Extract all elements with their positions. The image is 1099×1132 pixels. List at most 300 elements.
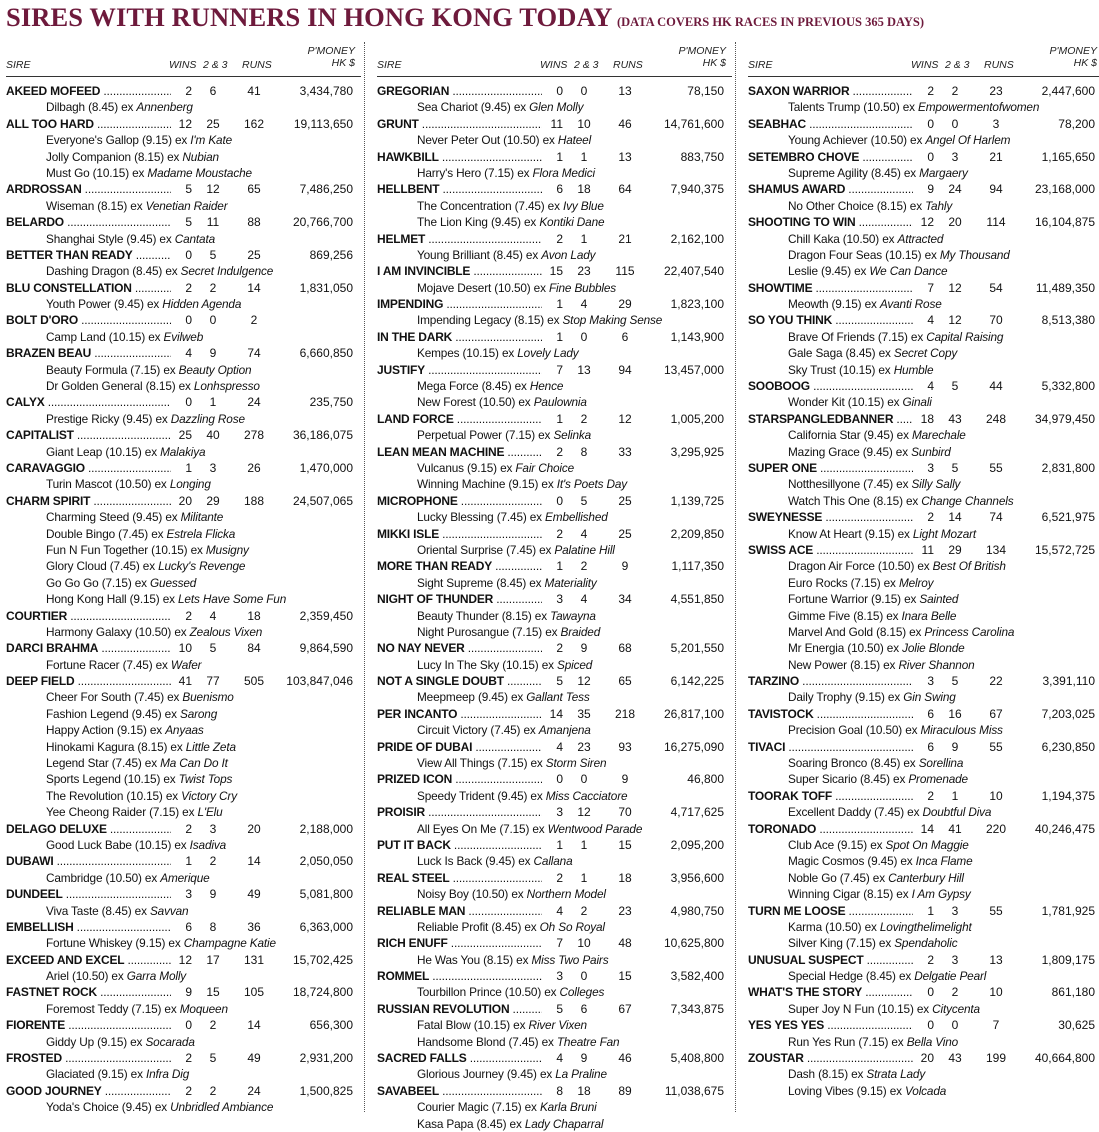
sire-runs: 10 — [989, 985, 1003, 1000]
sire-name: DUBAWI ..... — [6, 853, 191, 869]
column-header — [377, 42, 732, 77]
sire-list — [377, 83, 732, 1132]
runner-line — [748, 1034, 1099, 1050]
sire-row — [748, 214, 1099, 230]
sire-runs: 48 — [618, 936, 632, 951]
header-runs: RUNS — [984, 59, 1014, 71]
sire-row — [6, 608, 361, 624]
runner-line — [6, 657, 361, 673]
runner-name: Happy Action (9.15) ex — [46, 723, 166, 738]
sire-name: MORE THAN READY ..... — [377, 558, 562, 574]
runner-line — [377, 853, 732, 869]
runner-name: Watch This One (8.15) ex — [788, 493, 922, 508]
sire-runs: 41 — [247, 84, 261, 98]
sire-name: EMBELLISH ..... — [6, 919, 191, 935]
sire-name: PROISIR ..... — [377, 804, 562, 820]
dam-name: Lonhspresso — [193, 379, 260, 394]
sire-wins: 7 — [542, 935, 563, 951]
sire-places: 2 — [951, 84, 959, 98]
sire-wins: 7 — [913, 280, 934, 296]
sire-name: BOLT D'ORO ..... — [6, 312, 191, 328]
sire-name: LEAN MEAN MACHINE ..... — [377, 444, 562, 460]
sire-places: 0 — [580, 772, 588, 787]
sire-runs: 14 — [247, 280, 261, 295]
runner-line — [377, 755, 732, 771]
runner-line — [6, 231, 361, 247]
runner-name: Lucky Blessing (7.45) ex — [417, 510, 546, 525]
sire-row — [6, 427, 361, 443]
sire-row — [748, 509, 1099, 525]
sire-wins: 2 — [542, 640, 563, 656]
runner-line — [748, 771, 1099, 787]
sire-wins: 4 — [913, 312, 934, 328]
sire-places: 6 — [580, 1001, 588, 1016]
sire-name: CARAVAGGIO ..... — [6, 460, 191, 476]
dam-name: Savvan — [149, 903, 189, 918]
sire-name: TARZINO ..... — [748, 673, 933, 689]
sire-wins: 11 — [913, 542, 934, 558]
sire-prize-money: 5,081,800 — [299, 887, 353, 902]
runner-line — [377, 214, 732, 230]
dam-name: Bella Vino — [906, 1034, 959, 1049]
sire-prize-money: 20,766,700 — [292, 215, 353, 230]
runner-line — [748, 247, 1099, 263]
runner-name: Turin Mascot (10.50) ex — [46, 477, 170, 492]
sire-wins: 6 — [913, 739, 934, 755]
sire-prize-money: 1,194,375 — [1041, 788, 1095, 803]
sire-name: BETTER THAN READY ..... — [6, 247, 191, 263]
runner-name: Silver King (7.15) ex — [788, 936, 895, 951]
sire-row — [377, 329, 732, 345]
runner-name: Perpetual Power (7.15) ex — [417, 428, 554, 443]
sire-prize-money: 7,343,875 — [670, 1001, 724, 1016]
sire-name: NO NAY NEVER ..... — [377, 640, 562, 656]
sire-prize-money: 7,486,250 — [299, 182, 353, 197]
dam-name: Malakiya — [160, 444, 206, 459]
sire-wins: 2 — [542, 870, 563, 886]
sire-wins: 0 — [171, 247, 192, 263]
runner-name: Lucy In The Sky (10.15) ex — [417, 657, 557, 672]
sire-places: 20 — [948, 215, 962, 230]
sire-prize-money: 16,104,875 — [1034, 215, 1095, 230]
sire-prize-money: 6,142,225 — [670, 674, 724, 689]
sire-wins: 9 — [171, 984, 192, 1000]
sire-wins: 3 — [913, 673, 934, 689]
runner-name: The Concentration (7.45) ex — [417, 198, 563, 213]
dam-name: Avon Lady — [541, 247, 596, 262]
sire-name: SAXON WARRIOR ..... — [748, 83, 933, 99]
sire-wins: 15 — [542, 263, 563, 279]
sire-wins: 2 — [542, 444, 563, 460]
sire-column-1 — [6, 42, 361, 1115]
runner-line — [748, 689, 1099, 705]
sire-places: 40 — [206, 428, 220, 443]
sire-wins: 2 — [542, 231, 563, 247]
sire-runs: 114 — [986, 215, 1006, 230]
dam-name: Longing — [169, 477, 211, 492]
sire-wins: 0 — [542, 771, 563, 787]
sire-row — [748, 83, 1099, 99]
sire-runs: 115 — [615, 264, 635, 279]
sire-places: 2 — [209, 1083, 217, 1098]
sire-runs: 68 — [618, 641, 632, 656]
dam-name: I'm Kate — [190, 133, 232, 148]
sire-places: 1 — [580, 837, 588, 852]
runner-name: Harry's Hero (7.15) ex — [417, 165, 533, 180]
sire-name: HAWKBILL ..... — [377, 149, 562, 165]
dam-name: Attracted — [897, 231, 944, 246]
sire-places: 9 — [580, 1051, 588, 1066]
sire-runs: 20 — [247, 821, 261, 836]
sire-row — [377, 362, 732, 378]
runner-name: Youth Power (9.45) ex — [46, 297, 163, 312]
sire-places: 10 — [577, 936, 591, 951]
sire-prize-money: 4,717,625 — [670, 805, 724, 820]
sire-row — [377, 739, 732, 755]
runner-line — [6, 1066, 361, 1082]
runner-line — [377, 1099, 732, 1115]
dam-name: Champagne Katie — [183, 936, 276, 951]
dam-name: It's Poets Day — [556, 477, 628, 492]
runner-line — [377, 165, 732, 181]
sire-row — [748, 706, 1099, 722]
runner-line — [6, 378, 361, 394]
sire-places: 1 — [209, 395, 217, 410]
runner-name: Excellent Daddy (7.45) ex — [788, 805, 923, 820]
column-divider — [735, 42, 736, 1112]
sire-name: RICH ENUFF ..... — [377, 935, 562, 951]
sire-places: 29 — [206, 493, 220, 508]
sire-prize-money: 1,117,350 — [671, 559, 724, 574]
runner-name: Viva Taste (8.45) ex — [46, 903, 150, 918]
sire-places: 5 — [951, 460, 959, 475]
sire-name: BRAZEN BEAU ..... — [6, 345, 191, 361]
sire-wins: 4 — [542, 739, 563, 755]
sire-runs: 29 — [618, 297, 632, 312]
sire-wins: 6 — [913, 706, 934, 722]
sire-name: TIVACI ..... — [748, 739, 933, 755]
sire-runs: 505 — [243, 674, 265, 689]
sire-row — [377, 771, 732, 787]
sire-prize-money: 9,864,590 — [299, 641, 353, 656]
runner-line — [748, 608, 1099, 624]
runner-line — [6, 739, 361, 755]
sire-row — [748, 984, 1099, 1000]
runner-name: Fun N Fun Together (10.15) ex — [46, 542, 206, 557]
sire-prize-money: 1,165,650 — [1041, 149, 1095, 164]
sire-row — [377, 591, 732, 607]
sire-runs: 23 — [618, 903, 632, 918]
sire-row — [377, 935, 732, 951]
sire-name: DUNDEEL ..... — [6, 886, 191, 902]
page-subtitle: (DATA COVERS HK RACES IN PREVIOUS 365 DAYS) — [616, 15, 925, 29]
dam-name: Lady Chaparral — [524, 1116, 604, 1131]
runner-line — [377, 624, 732, 640]
sire-runs: 21 — [989, 149, 1003, 164]
sire-wins: 2 — [171, 1083, 192, 1099]
runner-name: Double Bingo (7.45) ex — [46, 526, 167, 541]
sire-places: 1 — [580, 231, 588, 246]
sire-prize-money: 30,625 — [1058, 1018, 1095, 1033]
dam-name: Miss Two Pairs — [531, 952, 609, 967]
sire-places: 23 — [577, 264, 591, 279]
sire-wins: 20 — [171, 493, 192, 509]
runner-line — [377, 821, 732, 837]
runner-name: Glorious Journey (9.45) ex — [417, 1067, 556, 1082]
sire-runs: 6 — [621, 329, 629, 344]
sire-name: SOOBOOG ..... — [748, 378, 933, 394]
sire-places: 29 — [948, 542, 962, 557]
sire-runs: 14 — [247, 1018, 261, 1033]
runner-line — [377, 1017, 732, 1033]
sire-runs: 134 — [985, 542, 1007, 557]
runner-line — [748, 198, 1099, 214]
column-divider — [364, 42, 365, 1112]
column-header — [6, 42, 361, 77]
sire-wins: 14 — [913, 821, 934, 837]
dam-name: Ma Can Do It — [160, 756, 228, 771]
runner-name: Courier Magic (7.15) ex — [417, 1100, 540, 1115]
runner-name: New Power (8.15) ex — [788, 657, 899, 672]
sire-prize-money: 7,203,025 — [1041, 706, 1095, 721]
sire-places: 25 — [206, 116, 220, 131]
dam-name: Hidden Agenda — [162, 297, 242, 312]
dam-name: I Am Gypsy — [911, 887, 971, 902]
sire-name: IMPENDING ..... — [377, 296, 562, 312]
runner-line — [6, 509, 361, 525]
sire-wins: 0 — [542, 493, 563, 509]
sire-row — [6, 919, 361, 935]
header-prize-money: P'MONEY HK $ — [1049, 45, 1097, 69]
runner-name: Giant Leap (10.15) ex — [46, 444, 161, 459]
dam-name: Infra Dig — [145, 1067, 190, 1082]
runner-name: Wiseman (8.15) ex — [46, 198, 146, 213]
runner-name: Impending Legacy (8.15) ex — [417, 313, 563, 328]
sire-wins: 0 — [171, 312, 192, 328]
sire-name: MICROPHONE ..... — [377, 493, 562, 509]
sire-name: CAPITALIST ..... — [6, 427, 191, 443]
dam-name: Unbridled Ambiance — [170, 1100, 274, 1115]
sire-prize-money: 2,447,600 — [1041, 84, 1095, 98]
sire-places: 8 — [209, 919, 217, 934]
sire-places: 18 — [577, 1083, 591, 1098]
sire-prize-money: 235,750 — [309, 395, 353, 410]
sire-row — [377, 870, 732, 886]
sire-places: 2 — [580, 411, 588, 426]
sire-wins: 4 — [913, 378, 934, 394]
runner-line — [377, 280, 732, 296]
sire-name: SAVABEEL ..... — [377, 1083, 562, 1099]
sire-row — [6, 493, 361, 509]
sire-name: BLU CONSTELLATION ..... — [6, 280, 191, 296]
runner-name: Mr Energia (10.50) ex — [788, 641, 903, 656]
sire-places: 3 — [951, 952, 959, 967]
sire-row — [377, 149, 732, 165]
runner-line — [377, 394, 732, 410]
sire-name: RELIABLE MAN ..... — [377, 903, 562, 919]
sire-row — [6, 821, 361, 837]
runner-name: Noisy Boy (10.50) ex — [417, 887, 527, 902]
sire-prize-money: 11,489,350 — [1035, 280, 1095, 295]
runner-name: Must Go (10.15) ex — [46, 165, 148, 180]
sire-prize-money: 3,391,110 — [1042, 674, 1095, 689]
dam-name: Spiced — [557, 657, 593, 672]
runner-line — [6, 362, 361, 378]
runner-name: Oriental Surprise (7.45) ex — [417, 542, 555, 557]
header-wins: WINS — [169, 59, 197, 71]
dam-name: Storm Siren — [545, 756, 607, 771]
sire-places: 1 — [580, 149, 588, 164]
runner-line — [748, 837, 1099, 853]
dam-name: Citycenta — [932, 1001, 980, 1016]
sire-wins: 4 — [542, 1050, 563, 1066]
sire-places: 12 — [577, 805, 591, 820]
runner-name: Meowth (9.15) ex — [788, 297, 880, 312]
sire-wins: 3 — [542, 591, 563, 607]
sire-row — [377, 1001, 732, 1017]
sire-wins: 12 — [171, 116, 192, 132]
runner-name: Sports Legend (10.15) ex — [46, 772, 179, 787]
sire-places: 5 — [209, 641, 217, 656]
runner-name: Club Ace (9.15) ex — [788, 837, 886, 852]
sire-runs: 278 — [243, 428, 265, 443]
runner-line — [748, 657, 1099, 673]
dam-name: Kontiki Dane — [539, 215, 605, 230]
dam-name: Glen Molly — [529, 100, 584, 115]
sire-prize-money: 2,931,200 — [299, 1051, 353, 1066]
runner-line — [748, 394, 1099, 410]
sire-row — [6, 247, 361, 263]
sire-runs: 55 — [989, 739, 1003, 754]
sire-runs: 65 — [247, 182, 261, 197]
sire-places: 41 — [948, 821, 962, 836]
dam-name: Margaery — [919, 165, 968, 180]
sire-wins: 0 — [913, 116, 934, 132]
runner-line — [377, 99, 732, 115]
runner-name: Glaciated (9.15) ex — [46, 1067, 146, 1082]
runner-line — [748, 526, 1099, 542]
runner-line — [6, 149, 361, 165]
dam-name: Spot On Maggie — [885, 837, 969, 852]
runner-name: Yee Cheong Raider (7.15) ex — [46, 805, 198, 820]
sire-wins: 3 — [542, 968, 563, 984]
sire-prize-money: 5,332,800 — [1041, 379, 1095, 394]
runner-line — [377, 198, 732, 214]
runner-name: Legend Star (7.45) ex — [46, 756, 161, 771]
sire-wins: 0 — [913, 149, 934, 165]
sire-wins: 9 — [913, 181, 934, 197]
runner-name: Wonder Kit (10.15) ex — [788, 395, 903, 410]
runner-line — [748, 165, 1099, 181]
runner-line — [377, 509, 732, 525]
sire-runs: 3 — [992, 116, 1000, 131]
dam-name: Lovely Lady — [517, 346, 579, 361]
sire-name: TOORAK TOFF ..... — [748, 788, 933, 804]
runner-line — [6, 558, 361, 574]
sire-runs: 93 — [618, 739, 632, 754]
sire-wins: 2 — [913, 952, 934, 968]
sire-runs: 13 — [618, 149, 632, 164]
sire-places: 0 — [951, 1018, 959, 1033]
sire-prize-money: 5,201,550 — [670, 641, 724, 656]
sire-runs: 67 — [989, 706, 1003, 721]
sire-row — [377, 181, 732, 197]
sire-name: SO YOU THINK ..... — [748, 312, 933, 328]
runner-name: Dilbagh (8.45) ex — [46, 100, 137, 115]
sire-row — [6, 83, 361, 99]
sire-name: CALYX ..... — [6, 394, 191, 410]
sire-places: 12 — [577, 674, 591, 689]
sire-row — [748, 411, 1099, 427]
runner-line — [377, 312, 732, 328]
sire-name: SETEMBRO CHOVE ..... — [748, 149, 933, 165]
runner-name: Dragon Four Seas (10.15) ex — [788, 247, 940, 262]
page-title: SIRES WITH RUNNERS IN HONG KONG TODAY — [6, 2, 613, 32]
sire-places: 4 — [580, 297, 588, 312]
runner-name: New Forest (10.50) ex — [417, 395, 534, 410]
sire-runs: 49 — [247, 887, 261, 902]
sire-name: DEEP FIELD ..... — [6, 673, 191, 689]
runner-line — [748, 427, 1099, 443]
sire-runs: 23 — [989, 84, 1003, 98]
runner-name: Mojave Desert (10.50) ex — [417, 280, 549, 295]
sire-places: 3 — [951, 903, 959, 918]
runner-name: Hinokami Kagura (8.15) ex — [46, 739, 186, 754]
dam-name: Volcada — [905, 1083, 947, 1098]
runner-line — [6, 263, 361, 279]
runner-line — [748, 1066, 1099, 1082]
sire-runs: 70 — [989, 313, 1003, 328]
sire-row — [6, 1083, 361, 1099]
sire-places: 5 — [209, 247, 217, 262]
dam-name: Secret Copy — [893, 346, 958, 361]
sire-places: 3 — [951, 149, 959, 164]
runner-name: The Revolution (10.15) ex — [46, 788, 182, 803]
dam-name: Estrela Flicka — [166, 526, 236, 541]
runner-name: Euro Rocks (7.15) ex — [788, 575, 899, 590]
runner-line — [748, 575, 1099, 591]
sire-places: 2 — [580, 903, 588, 918]
sire-places: 35 — [577, 706, 591, 721]
runner-name: Speedy Trident (9.45) ex — [417, 788, 546, 803]
sire-prize-money: 78,200 — [1058, 116, 1095, 131]
runner-name: Harmony Galaxy (10.50) ex — [46, 624, 190, 639]
header-runs: RUNS — [613, 59, 643, 71]
sire-prize-money: 1,500,825 — [299, 1083, 353, 1098]
runner-name: Fashion Legend (9.45) ex — [46, 706, 180, 721]
sire-wins: 11 — [542, 116, 563, 132]
sire-places: 18 — [577, 182, 591, 197]
sire-places: 16 — [948, 706, 962, 721]
sire-runs: 22 — [989, 674, 1003, 689]
sire-runs: 218 — [614, 706, 636, 721]
sire-prize-money: 23,168,000 — [1034, 182, 1095, 197]
dam-name: Moqueen — [179, 1001, 228, 1016]
sire-name: ROMMEL ..... — [377, 968, 562, 984]
runner-name: Karma (10.50) ex — [788, 919, 880, 934]
runner-name: Mega Force (8.45) ex — [417, 379, 530, 394]
dam-name: Colleges — [559, 985, 605, 1000]
runner-name: Chill Kaka (10.50) ex — [788, 231, 898, 246]
sire-name: PER INCANTO ..... — [377, 706, 562, 722]
sire-name: STARSPANGLEDBANNER ..... — [748, 411, 933, 427]
runner-name: California Star (9.45) ex — [788, 428, 912, 443]
dam-name: Tawayna — [550, 608, 596, 623]
runner-line — [6, 689, 361, 705]
sire-wins: 6 — [171, 919, 192, 935]
runner-line — [6, 804, 361, 820]
runner-name: Dash (8.15) ex — [788, 1067, 867, 1082]
